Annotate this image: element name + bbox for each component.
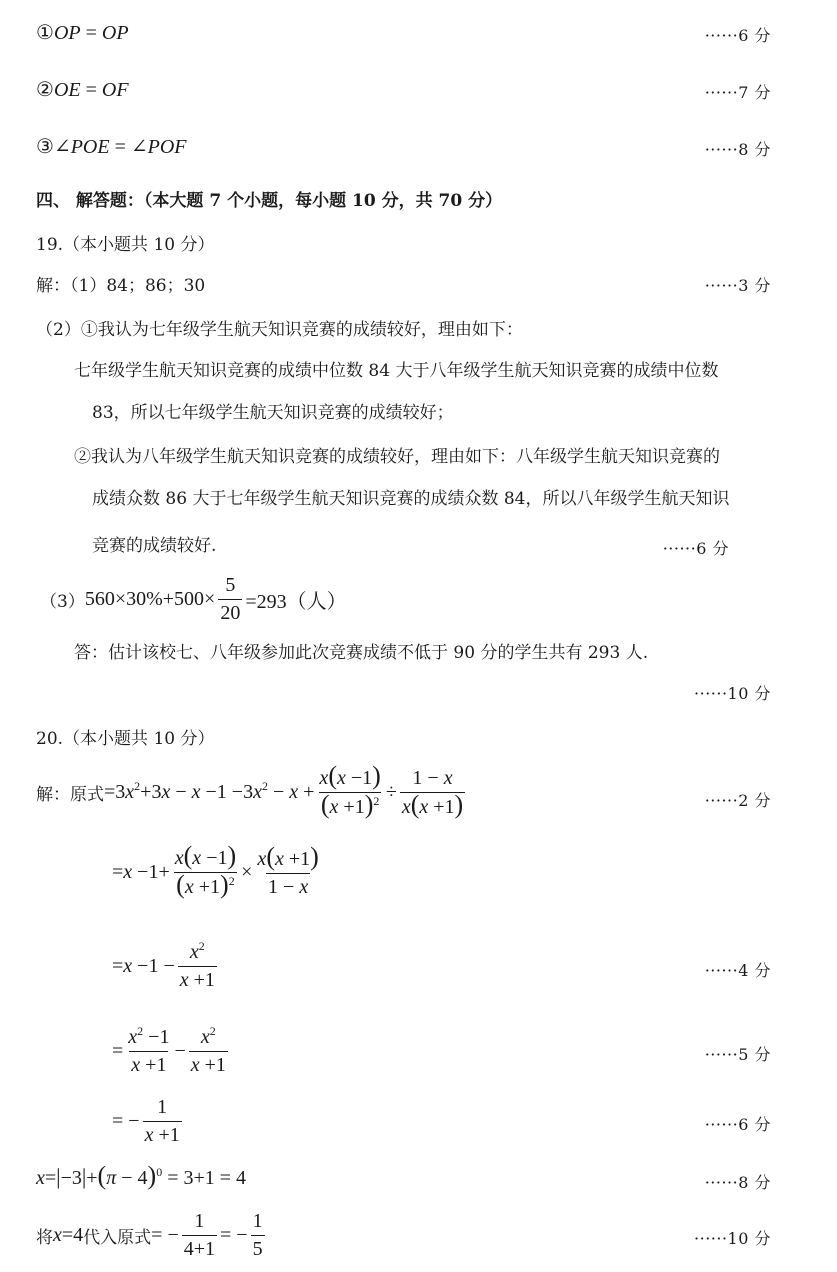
q19-part2-score: ······6 分 <box>662 539 729 558</box>
section-header: 四、 解答题：（本大题 7 个小题，每小题 10 分，共 70 分） <box>36 191 503 211</box>
q20-step-2: =x −1+ $\frac{x(x -1)}{(x +1)^2}$ × $\frac{x(x +1)}{1 - x}$ <box>112 841 319 899</box>
q20-substitution: 将 x =4 代入原式 = − $\frac{1}{4+1}$ = − $\frac{1}{5}$ <box>36 1210 263 1260</box>
q20-score-6: ······10 分 <box>694 1229 771 1248</box>
q19-part3-denominator: 20 <box>218 599 242 625</box>
q20-step-4: = $\frac{x^2 -1}{x +1}$ − $\frac{x^2}{x +1}$ <box>112 1024 226 1076</box>
q19-part2-line3: 83，所以七年级学生航天知识竞赛的成绩较好； <box>92 403 454 423</box>
q20-step-1: 解：原式 $=3x^2+3x - x -1 -3x^2 - x$ + $\frac{x(x -1)}{(x +1)^2}$ ÷ $\frac{1 - x}{x(x +1)}$ <box>36 761 464 819</box>
q19-part2-line2: 七年级学生航天知识竞赛的成绩中位数 84 大于八年级学生航天知识竞赛的成绩中位数 <box>74 361 719 381</box>
q19-part2-line4: ②我认为八年级学生航天知识竞赛的成绩较好，理由如下：八年级学生航天知识竞赛的 <box>74 447 720 467</box>
q20-title: 20.（本小题共 10 分） <box>36 729 215 749</box>
proof-item-3: ③∠POE = ∠POF <box>36 136 187 158</box>
q20-score-3: ······5 分 <box>704 1045 771 1064</box>
q19-part3-expr-b: =293（人） <box>245 591 347 613</box>
proof-item-1-score: ······6 分 <box>704 26 771 45</box>
q19-part2-line6: 竞赛的成绩较好. <box>92 536 217 556</box>
q19-part3-equation <box>40 574 347 625</box>
q19-part3-fraction <box>218 574 242 625</box>
q20-score-1: ······2 分 <box>704 791 771 810</box>
q19-part2-line5: 成绩众数 86 大于七年级学生航天知识竞赛的成绩众数 84，所以八年级学生航天知识 <box>92 489 730 509</box>
q19-answer: 答：估计该校七、八年级参加此次竞赛成绩不低于 90 分的学生共有 293 人. <box>74 643 649 663</box>
proof-item-3-score: ······8 分 <box>704 140 771 159</box>
q20-substitute-text: 代入原式 <box>83 1228 152 1247</box>
q19-part1: 解：（1）84；86；30 <box>36 276 206 296</box>
q19-title: 19.（本小题共 10 分） <box>36 235 215 255</box>
proof-item-2-score: ······7 分 <box>704 83 771 102</box>
q19-part2-line1: （2）①我认为七年级学生航天知识竞赛的成绩较好，理由如下： <box>36 320 523 340</box>
q20-substitute-label: 将 <box>36 1228 53 1247</box>
q20-step-5: = − $\frac{1}{x +1}$ <box>112 1096 180 1146</box>
proof-item-1: ①OP = OP <box>36 22 129 44</box>
q19-part3-expr-a: 560×30%+500× <box>84 588 216 610</box>
q20-x-value: $x=|-3|+(\pi - 4)^0 = 3+1 = 4$ <box>36 1161 247 1190</box>
q19-part1-score: ······3 分 <box>704 276 771 295</box>
q20-score-2: ······4 分 <box>704 961 771 980</box>
q20-score-5: ······8 分 <box>704 1173 771 1192</box>
q20-score-4: ······6 分 <box>704 1115 771 1134</box>
q19-part3-numerator: 5 <box>225 574 236 596</box>
q19-part3-prefix: （3） <box>40 592 85 612</box>
q19-part3-score: ······10 分 <box>694 684 771 703</box>
q20-step-3: =x −1 − $\frac{x^2}{x +1}$ <box>112 939 215 991</box>
proof-item-2: ②OE = OF <box>36 79 129 101</box>
